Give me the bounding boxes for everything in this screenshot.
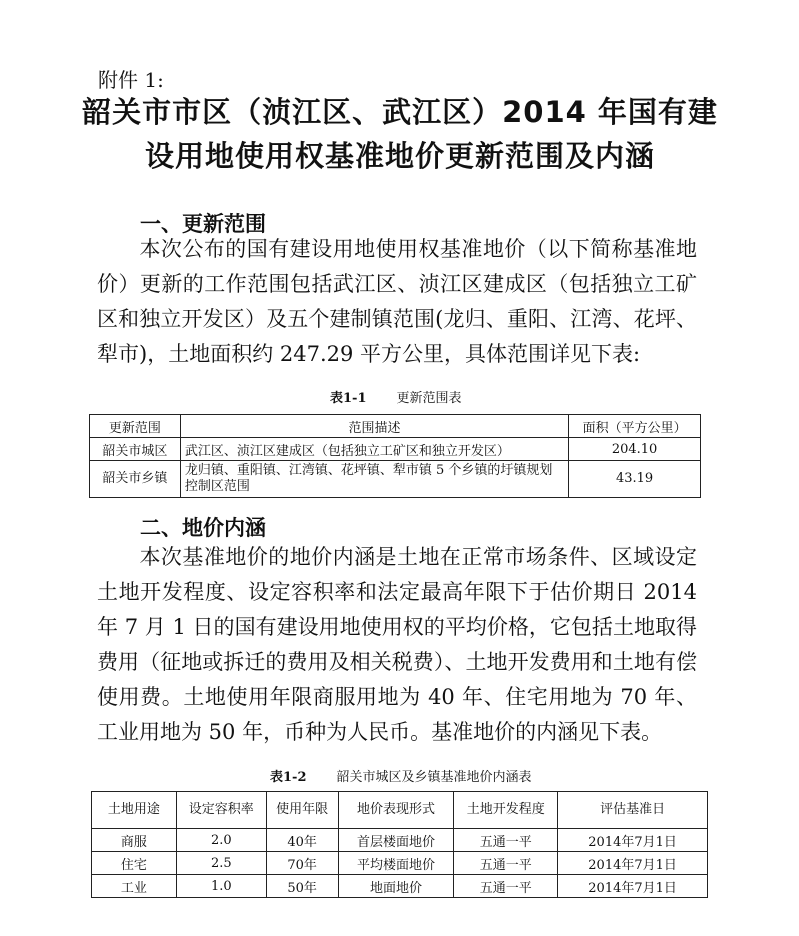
table-header-cell: 土地用途 [92, 792, 177, 829]
table-2-caption-number: 表1-2 [270, 770, 307, 785]
section-1-text: 本次公布的国有建设用地使用权基准地价（以下简称基准地价）更新的工作范围包括武江区、浈江区建成区（包括独立工矿区和独立开发区）及五个建制镇范围(龙归、重阳、江湾、花坪、犁市)，土地面积约 247.29 平方公里，具体范围详见下表: [97, 237, 697, 366]
table-cell: 2.0 [176, 829, 266, 852]
section-1-paragraph [97, 232, 697, 372]
table-header-row [92, 792, 708, 829]
table-cell: 龙归镇、重阳镇、江湾镇、花坪镇、犁市镇 5 个乡镇的圩镇规划控制区范围 [180, 461, 568, 498]
table-cell: 204.10 [569, 438, 701, 461]
table-cell: 平均楼面地价 [338, 852, 454, 875]
table-row [90, 438, 701, 461]
table-row [92, 852, 708, 875]
update-scope-table [89, 414, 701, 498]
table-cell: 五通一平 [454, 875, 558, 898]
table-cell: 2014年7月1日 [558, 875, 708, 898]
section-2-paragraph [97, 540, 697, 750]
table-header-cell: 使用年限 [266, 792, 338, 829]
table-header-cell: 面积（平方公里） [569, 415, 701, 438]
attachment-label: 附件 1: [98, 68, 164, 92]
table-header-row [90, 415, 701, 438]
table-header-cell: 评估基准日 [558, 792, 708, 829]
table-1-caption [330, 387, 462, 406]
document-title-line-1: 韶关市市区（浈江区、武江区）2014 年国有建 [82, 95, 718, 129]
section-1-heading: 一、更新范围 [140, 212, 266, 236]
table-cell: 70年 [266, 852, 338, 875]
table-cell: 1.0 [176, 875, 266, 898]
table-header-cell: 地价表现形式 [338, 792, 454, 829]
table-cell: 43.19 [569, 461, 701, 498]
table-cell: 住宅 [92, 852, 177, 875]
table-cell: 商服 [92, 829, 177, 852]
table-2-caption-title: 韶关市城区及乡镇基准地价内涵表 [336, 770, 532, 785]
document-title-line-2: 设用地使用权基准地价更新范围及内涵 [144, 139, 655, 173]
table-cell: 工业 [92, 875, 177, 898]
table-1-caption-title: 更新范围表 [396, 391, 462, 406]
table-2-caption [270, 766, 532, 785]
table-row [92, 829, 708, 852]
table-cell: 武江区、浈江区建成区（包括独立工矿区和独立开发区） [180, 438, 568, 461]
table-cell: 韶关市城区 [90, 438, 181, 461]
table-cell: 五通一平 [454, 852, 558, 875]
table-cell: 40年 [266, 829, 338, 852]
table-header-cell: 更新范围 [90, 415, 181, 438]
table-cell: 50年 [266, 875, 338, 898]
table-cell: 首层楼面地价 [338, 829, 454, 852]
table-row [92, 875, 708, 898]
table-header-cell: 设定容积率 [176, 792, 266, 829]
table-cell: 2.5 [176, 852, 266, 875]
land-price-connotation-table [91, 791, 708, 898]
section-2-text: 本次基准地价的地价内涵是土地在正常市场条件、区域设定土地开发程度、设定容积率和法定最高年限下于估价期日 2014 年 7 月 1 日的国有建设用地使用权的平均价格，它包括土地取得费用（征地或拆迁的费用及相关税费）、土地开发费用和土地有偿使用费。土地使用年限商服用地为 40 年、住宅用地为 70 年、工业用地为 50 年，币种为人民币。基准地价的内涵见下表。 [97, 545, 697, 744]
table-header-cell: 土地开发程度 [454, 792, 558, 829]
table-1-caption-number: 表1-1 [330, 391, 367, 406]
table-cell: 五通一平 [454, 829, 558, 852]
table-header-cell: 范围描述 [180, 415, 568, 438]
table-cell: 2014年7月1日 [558, 852, 708, 875]
table-row [90, 461, 701, 498]
section-2-heading: 二、地价内涵 [140, 516, 266, 540]
table-cell: 2014年7月1日 [558, 829, 708, 852]
table-cell: 地面地价 [338, 875, 454, 898]
table-cell: 韶关市乡镇 [90, 461, 181, 498]
